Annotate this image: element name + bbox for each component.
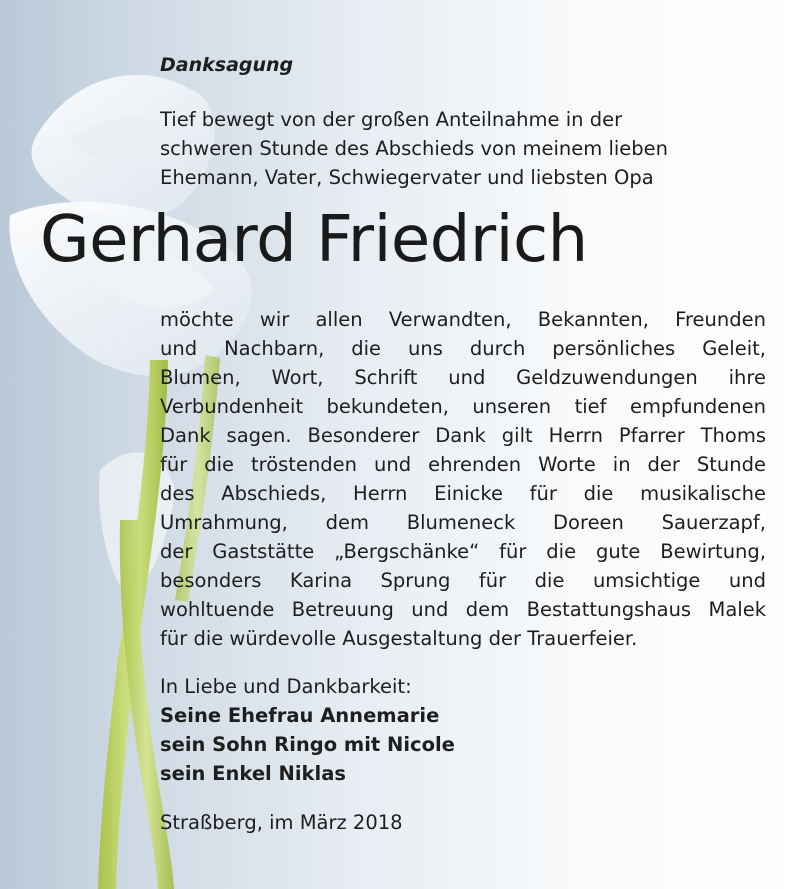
body-text — [160, 305, 766, 653]
heading-danksagung: Danksagung — [160, 54, 294, 76]
signer-name: Seine Ehefrau Annemarie — [160, 704, 440, 727]
body-line: wohltuende Betreuung und dem Bestattungshaus Malek — [160, 598, 766, 621]
signer-name: sein Enkel Niklas — [160, 762, 346, 785]
intro-line: Ehemann, Vater, Schwiegervater und liebsten Opa — [160, 166, 654, 189]
body-line: für die tröstenden und ehrenden Worte in der Stunde — [160, 453, 766, 476]
body-line: und Nachbarn, die uns durch persönliches Geleit, — [160, 337, 766, 360]
intro-line: Tief bewegt von der großen Anteilnahme in der — [160, 108, 623, 131]
body-line: Verbundenheit bekundeten, unseren tief empfundenen — [160, 395, 766, 418]
body-line: für die würdevolle Ausgestaltung der Trauerfeier. — [160, 627, 638, 650]
body-line: des Abschieds, Herrn Einicke für die musikalische — [160, 482, 766, 505]
body-line: Dank sagen. Besonderer Dank gilt Herrn Pfarrer Thoms — [160, 424, 766, 447]
body-line: Blumen, Wort, Schrift und Geldzuwendungen ihre — [160, 366, 766, 389]
body-line: der Gaststätte „Bergschänke“ für die gute Bewirtung, — [160, 540, 766, 563]
intro-line: schweren Stunde des Abschieds von meinem lieben — [160, 137, 669, 160]
closing-block — [160, 672, 455, 788]
body-line: besonders Karina Sprung für die umsichtige und — [160, 569, 766, 592]
body-line: Umrahmung, dem Blumeneck Doreen Sauerzapf, — [160, 511, 766, 534]
body-line: möchte wir allen Verwandten, Bekannten, Freunden — [160, 308, 766, 331]
deceased-name: Gerhard Friedrich — [40, 203, 588, 277]
place-date: Straßberg, im März 2018 — [160, 811, 403, 834]
signer-name: sein Sohn Ringo mit Nicole — [160, 733, 455, 756]
closing-greeting: In Liebe und Dankbarkeit: — [160, 675, 412, 698]
intro-text — [160, 105, 740, 192]
